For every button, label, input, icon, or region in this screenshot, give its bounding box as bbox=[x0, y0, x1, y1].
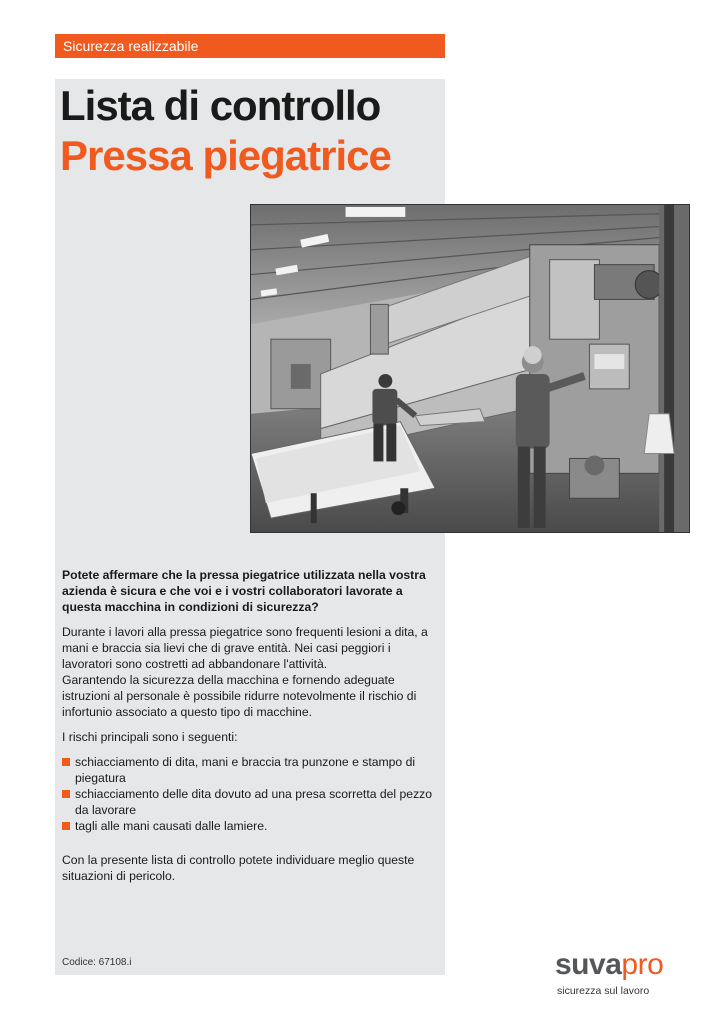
lead-question: Potete affermare che la pressa piegatrice utilizzata nella vostra azienda è sicura e che voi e i vostri collaboratori lavorate a questa macchina in condizioni di sicurezza? bbox=[62, 568, 426, 614]
bullet-square-icon bbox=[62, 758, 70, 766]
risk-list bbox=[62, 754, 437, 834]
body-text bbox=[62, 567, 437, 884]
list-item: schiacciamento di dita, mani e braccia tra punzone e stampo di piegatura bbox=[62, 754, 437, 786]
paragraph-risks-intro: I rischi principali sono i seguenti: bbox=[62, 730, 238, 744]
suvapro-logo bbox=[555, 948, 663, 982]
bullet-square-icon bbox=[62, 822, 70, 830]
list-item: tagli alle mani causati dalle lamiere. bbox=[62, 818, 437, 834]
logo-suva-text: suva bbox=[555, 948, 622, 981]
document-subtitle: Pressa piegatrice bbox=[60, 132, 391, 179]
paragraph-injuries: Durante i lavori alla pressa piegatrice sono frequenti lesioni a dita, a mani e braccia sia lievi che di grave entità. Nei casi peggiori i lavoratori sono costretti ad abbandonare l'attività. bbox=[62, 625, 428, 671]
paragraph-conclusion: Con la presente lista di controllo potete individuare meglio queste situazioni di pericolo. bbox=[62, 853, 415, 883]
factory-scene-illustration bbox=[251, 205, 689, 532]
document-title: Lista di controllo bbox=[60, 82, 381, 129]
logo-pro-text: pro bbox=[621, 948, 664, 981]
category-banner: Sicurezza realizzabile bbox=[55, 34, 445, 58]
list-item: schiacciamento delle dita dovuto ad una presa scorretta del pezzo da lavorare bbox=[62, 786, 437, 818]
press-brake-photo bbox=[250, 204, 690, 533]
paragraph-safety: Garantendo la sicurezza della macchina e fornendo adeguate istruzioni al personale è possibile ridurre notevolmente il rischio di infortunio associato a questo tipo di macchine. bbox=[62, 673, 417, 719]
bullet-square-icon bbox=[62, 790, 70, 798]
document-code: Codice: 67108.i bbox=[62, 957, 132, 968]
logo-tagline: sicurezza sul lavoro bbox=[557, 985, 650, 997]
